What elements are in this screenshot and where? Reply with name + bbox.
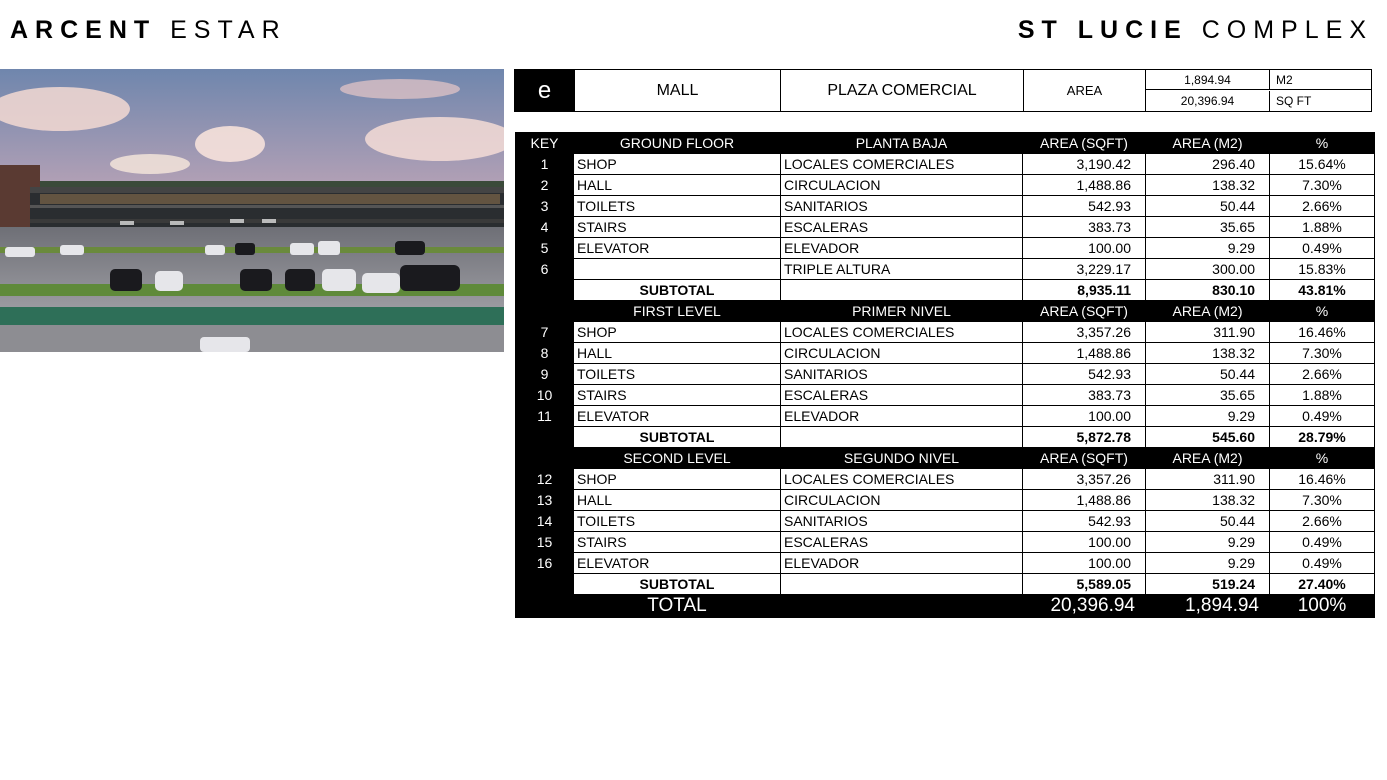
row-percent: 2.66% bbox=[1270, 196, 1375, 217]
table-row bbox=[516, 322, 1375, 343]
row-key: 10 bbox=[516, 385, 574, 406]
row-name-es: TRIPLE ALTURA bbox=[781, 259, 1023, 280]
row-name-en: HALL bbox=[574, 490, 781, 511]
row-name-en: ELEVATOR bbox=[574, 553, 781, 574]
row-name-es: LOCALES COMERCIALES bbox=[781, 469, 1023, 490]
subtotal-area-m2: 830.10 bbox=[1146, 280, 1270, 301]
table-row bbox=[516, 511, 1375, 532]
column-header-area-sqft: AREA (SQFT) bbox=[1023, 301, 1146, 322]
column-header-area-m2: AREA (M2) bbox=[1146, 448, 1270, 469]
row-name-es: SANITARIOS bbox=[781, 196, 1023, 217]
row-area-sqft: 383.73 bbox=[1023, 217, 1146, 238]
subtotal-label: SUBTOTAL bbox=[574, 574, 781, 595]
row-area-m2: 300.00 bbox=[1146, 259, 1270, 280]
column-header-area-m2: AREA (M2) bbox=[1146, 133, 1270, 154]
row-area-sqft: 1,488.86 bbox=[1023, 343, 1146, 364]
row-name-en: TOILETS bbox=[574, 196, 781, 217]
subtotal-row bbox=[516, 574, 1375, 595]
row-name-en: TOILETS bbox=[574, 364, 781, 385]
mall-rendering-image bbox=[0, 69, 504, 352]
table-row bbox=[516, 553, 1375, 574]
row-area-m2: 9.29 bbox=[1146, 238, 1270, 259]
row-area-m2: 9.29 bbox=[1146, 553, 1270, 574]
row-area-sqft: 3,357.26 bbox=[1023, 322, 1146, 343]
brand-right bbox=[1018, 16, 1373, 45]
table-row bbox=[516, 490, 1375, 511]
row-area-sqft: 3,357.26 bbox=[1023, 469, 1146, 490]
row-name-en: TOILETS bbox=[574, 511, 781, 532]
section-header-row bbox=[516, 133, 1375, 154]
row-area-m2: 35.65 bbox=[1146, 217, 1270, 238]
row-key: 13 bbox=[516, 490, 574, 511]
table-row bbox=[516, 406, 1375, 427]
row-name-en: STAIRS bbox=[574, 217, 781, 238]
row-percent: 16.46% bbox=[1270, 322, 1375, 343]
row-percent: 0.49% bbox=[1270, 553, 1375, 574]
subtotal-percent: 43.81% bbox=[1270, 280, 1375, 301]
header-area-label: AREA bbox=[1024, 70, 1146, 111]
subtotal-area-sqft: 8,935.11 bbox=[1023, 280, 1146, 301]
table-row bbox=[516, 217, 1375, 238]
table-row bbox=[516, 343, 1375, 364]
row-percent: 7.30% bbox=[1270, 343, 1375, 364]
brand-right-bold: ST LUCIE bbox=[1017, 16, 1188, 44]
row-name-es: SANITARIOS bbox=[781, 364, 1023, 385]
row-area-m2: 9.29 bbox=[1146, 532, 1270, 553]
subtotal-percent: 27.40% bbox=[1270, 574, 1375, 595]
row-area-sqft: 542.93 bbox=[1023, 511, 1146, 532]
row-percent: 0.49% bbox=[1270, 238, 1375, 259]
row-key: 4 bbox=[516, 217, 574, 238]
header-area-m2-row bbox=[1146, 70, 1372, 90]
row-key: 7 bbox=[516, 322, 574, 343]
area-schedule-table bbox=[515, 132, 1375, 618]
row-area-m2: 138.32 bbox=[1146, 343, 1270, 364]
header-area-sqft-row bbox=[1146, 91, 1372, 111]
row-area-sqft: 542.93 bbox=[1023, 196, 1146, 217]
column-header-area-sqft: AREA (SQFT) bbox=[1023, 448, 1146, 469]
table-row bbox=[516, 259, 1375, 280]
row-name-es: CIRCULACION bbox=[781, 343, 1023, 364]
row-area-sqft: 383.73 bbox=[1023, 385, 1146, 406]
row-area-m2: 50.44 bbox=[1146, 364, 1270, 385]
total-empty-cell bbox=[781, 595, 1023, 618]
row-area-sqft: 1,488.86 bbox=[1023, 175, 1146, 196]
mall-header bbox=[514, 69, 1372, 112]
row-name-en bbox=[574, 259, 781, 280]
row-name-en: ELEVATOR bbox=[574, 406, 781, 427]
row-name-en: SHOP bbox=[574, 154, 781, 175]
row-percent: 2.66% bbox=[1270, 364, 1375, 385]
row-area-sqft: 100.00 bbox=[1023, 532, 1146, 553]
section-title-en: GROUND FLOOR bbox=[574, 133, 781, 154]
row-percent: 1.88% bbox=[1270, 385, 1375, 406]
row-name-es: ELEVADOR bbox=[781, 553, 1023, 574]
row-key: 11 bbox=[516, 406, 574, 427]
row-percent: 7.30% bbox=[1270, 490, 1375, 511]
row-name-es: CIRCULACION bbox=[781, 490, 1023, 511]
row-key: 12 bbox=[516, 469, 574, 490]
subtotal-row bbox=[516, 427, 1375, 448]
subtotal-label: SUBTOTAL bbox=[574, 280, 781, 301]
column-header-percent: % bbox=[1270, 448, 1375, 469]
table-row bbox=[516, 238, 1375, 259]
row-area-sqft: 100.00 bbox=[1023, 238, 1146, 259]
header-area-m2: 1,894.94 bbox=[1146, 70, 1270, 90]
table-row bbox=[516, 175, 1375, 196]
row-key: 2 bbox=[516, 175, 574, 196]
table-row bbox=[516, 154, 1375, 175]
row-key: 5 bbox=[516, 238, 574, 259]
row-name-es: CIRCULACION bbox=[781, 175, 1023, 196]
brand-left bbox=[10, 16, 287, 45]
subtotal-percent: 28.79% bbox=[1270, 427, 1375, 448]
section-title-es: PLANTA BAJA bbox=[781, 133, 1023, 154]
total-row bbox=[516, 595, 1375, 618]
column-header-area-sqft: AREA (SQFT) bbox=[1023, 133, 1146, 154]
table-row bbox=[516, 196, 1375, 217]
total-percent: 100% bbox=[1270, 595, 1375, 618]
subtotal-area-sqft: 5,589.05 bbox=[1023, 574, 1146, 595]
row-percent: 15.83% bbox=[1270, 259, 1375, 280]
brand-left-bold: ARCENT bbox=[10, 16, 157, 44]
row-area-m2: 311.90 bbox=[1146, 322, 1270, 343]
subtotal-empty-cell bbox=[781, 427, 1023, 448]
column-header-percent: % bbox=[1270, 301, 1375, 322]
header-name-en: MALL bbox=[575, 70, 781, 111]
row-area-m2: 50.44 bbox=[1146, 511, 1270, 532]
row-area-sqft: 3,190.42 bbox=[1023, 154, 1146, 175]
section-header-row bbox=[516, 301, 1375, 322]
total-label: TOTAL bbox=[574, 595, 781, 618]
header-area-sqft: 20,396.94 bbox=[1146, 91, 1270, 111]
row-area-m2: 35.65 bbox=[1146, 385, 1270, 406]
row-name-en: STAIRS bbox=[574, 385, 781, 406]
table-row bbox=[516, 385, 1375, 406]
row-name-es: ESCALERAS bbox=[781, 385, 1023, 406]
row-area-sqft: 3,229.17 bbox=[1023, 259, 1146, 280]
row-name-es: LOCALES COMERCIALES bbox=[781, 322, 1023, 343]
section-title-es: SEGUNDO NIVEL bbox=[781, 448, 1023, 469]
row-area-sqft: 542.93 bbox=[1023, 364, 1146, 385]
header-area-values bbox=[1146, 70, 1372, 111]
subtotal-key-cell bbox=[516, 427, 574, 448]
row-name-en: SHOP bbox=[574, 469, 781, 490]
subtotal-row bbox=[516, 280, 1375, 301]
row-name-es: ESCALERAS bbox=[781, 217, 1023, 238]
header-name-es: PLAZA COMERCIAL bbox=[781, 70, 1024, 111]
section-header-row bbox=[516, 448, 1375, 469]
column-header-percent: % bbox=[1270, 133, 1375, 154]
column-header-key bbox=[516, 301, 574, 322]
column-header-area-m2: AREA (M2) bbox=[1146, 301, 1270, 322]
row-area-m2: 311.90 bbox=[1146, 469, 1270, 490]
table-row bbox=[516, 469, 1375, 490]
row-percent: 1.88% bbox=[1270, 217, 1375, 238]
subtotal-empty-cell bbox=[781, 280, 1023, 301]
section-title-en: SECOND LEVEL bbox=[574, 448, 781, 469]
row-key: 1 bbox=[516, 154, 574, 175]
total-area-m2: 1,894.94 bbox=[1146, 595, 1270, 618]
subtotal-area-sqft: 5,872.78 bbox=[1023, 427, 1146, 448]
row-area-m2: 138.32 bbox=[1146, 490, 1270, 511]
row-area-m2: 296.40 bbox=[1146, 154, 1270, 175]
table-row bbox=[516, 532, 1375, 553]
row-area-sqft: 100.00 bbox=[1023, 406, 1146, 427]
row-name-en: SHOP bbox=[574, 322, 781, 343]
row-key: 9 bbox=[516, 364, 574, 385]
row-key: 14 bbox=[516, 511, 574, 532]
row-name-es: SANITARIOS bbox=[781, 511, 1023, 532]
row-area-m2: 50.44 bbox=[1146, 196, 1270, 217]
column-header-key: KEY bbox=[516, 133, 574, 154]
row-percent: 0.49% bbox=[1270, 406, 1375, 427]
row-percent: 7.30% bbox=[1270, 175, 1375, 196]
row-name-es: ESCALERAS bbox=[781, 532, 1023, 553]
row-key: 6 bbox=[516, 259, 574, 280]
row-name-es: ELEVADOR bbox=[781, 238, 1023, 259]
row-key: 3 bbox=[516, 196, 574, 217]
brand-left-light: ESTAR bbox=[170, 16, 287, 44]
row-name-en: STAIRS bbox=[574, 532, 781, 553]
row-percent: 2.66% bbox=[1270, 511, 1375, 532]
row-key: 16 bbox=[516, 553, 574, 574]
header-key: e bbox=[515, 70, 575, 111]
subtotal-key-cell bbox=[516, 574, 574, 595]
total-area-sqft: 20,396.94 bbox=[1023, 595, 1146, 618]
subtotal-key-cell bbox=[516, 280, 574, 301]
row-name-en: HALL bbox=[574, 175, 781, 196]
area-schedule-body bbox=[516, 133, 1375, 618]
subtotal-empty-cell bbox=[781, 574, 1023, 595]
row-percent: 16.46% bbox=[1270, 469, 1375, 490]
header-unit-m2: M2 bbox=[1276, 73, 1293, 87]
row-name-en: HALL bbox=[574, 343, 781, 364]
section-title-es: PRIMER NIVEL bbox=[781, 301, 1023, 322]
row-percent: 15.64% bbox=[1270, 154, 1375, 175]
total-key-cell bbox=[516, 595, 574, 618]
row-area-sqft: 1,488.86 bbox=[1023, 490, 1146, 511]
header-unit-sqft: SQ FT bbox=[1276, 94, 1312, 108]
row-area-m2: 138.32 bbox=[1146, 175, 1270, 196]
column-header-key bbox=[516, 448, 574, 469]
row-area-m2: 9.29 bbox=[1146, 406, 1270, 427]
row-name-en: ELEVATOR bbox=[574, 238, 781, 259]
row-percent: 0.49% bbox=[1270, 532, 1375, 553]
row-area-sqft: 100.00 bbox=[1023, 553, 1146, 574]
section-title-en: FIRST LEVEL bbox=[574, 301, 781, 322]
subtotal-label: SUBTOTAL bbox=[574, 427, 781, 448]
row-name-es: ELEVADOR bbox=[781, 406, 1023, 427]
row-name-es: LOCALES COMERCIALES bbox=[781, 154, 1023, 175]
brand-right-light: COMPLEX bbox=[1201, 16, 1373, 44]
row-key: 8 bbox=[516, 343, 574, 364]
subtotal-area-m2: 519.24 bbox=[1146, 574, 1270, 595]
subtotal-area-m2: 545.60 bbox=[1146, 427, 1270, 448]
table-row bbox=[516, 364, 1375, 385]
row-key: 15 bbox=[516, 532, 574, 553]
